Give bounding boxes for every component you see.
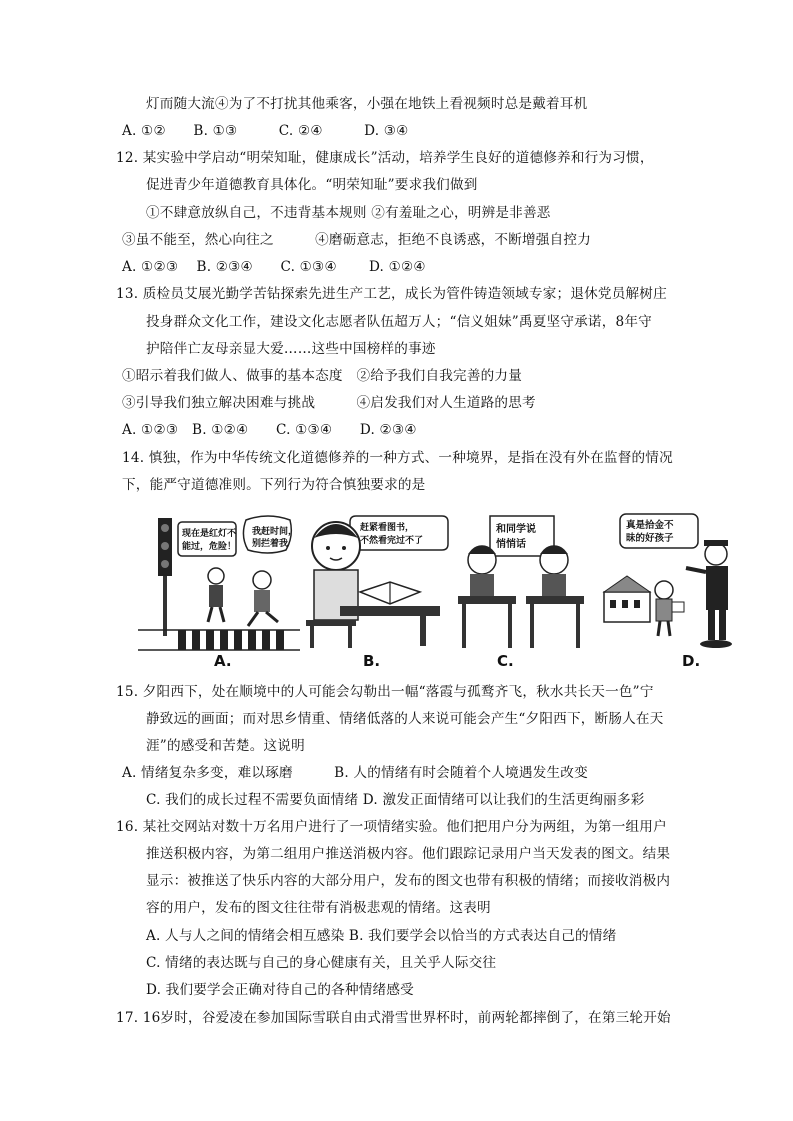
q13-stem-line1: 13. 质检员艾展光勤学苦钻探索先进生产工艺，成长为管件铸造领域专家；退休党员解树庄: [116, 286, 667, 302]
q13-stem-line2: 投身群众文化工作，建设文化志愿者队伍超万人；“信义姐妹”禹夏坚守承诺，8年守: [146, 314, 652, 330]
picture-a-bubble2-line1: 我赶时间，: [252, 527, 298, 537]
q16-stem-line2: 推送积极内容，为第二组用户推送消极内容。他们跟踪记录用户当天发表的图文。结果: [146, 846, 671, 862]
q12-item-line2: ③虽不能至，然心向往之 ④磨砺意志，拒绝不良诱惑，不断增强自控力: [122, 232, 591, 248]
q12-stem-line1: 12. 某实验中学启动“明荣知耻，健康成长”活动，培养学生良好的道德修养和行为习惯，: [116, 150, 654, 166]
q15-options-cd: C. 我们的成长过程不需要负面情绪 D. 激发正面情绪可以让我们的生活更绚丽多彩: [146, 792, 645, 808]
picture-d: [600, 510, 750, 660]
q12-options: A. ①②③ B. ②③④ C. ①③④ D. ①②④: [122, 259, 426, 275]
q11-continuation: 灯而随大流④为了不打扰其他乘客，小强在地铁上看视频时总是戴着耳机: [146, 96, 588, 112]
q14-stem-line2: 下，能严守道德准则。下列行为符合慎独要求的是: [122, 477, 426, 493]
picture-a-bubble1-line2: 能过，危险！: [182, 542, 237, 552]
picture-a-caption: A.: [214, 652, 232, 670]
q15-stem-line2: 静致远的画面；而对思乡情重、情绪低落的人来说可能会产生“夕阳西下，断肠人在天: [146, 711, 664, 727]
q16-option-c: C. 情绪的表达既与自己的身心健康有关，且关乎人际交往: [146, 955, 497, 971]
q13-item-line1: ①昭示着我们做人、做事的基本态度 ②给予我们自我完善的力量: [122, 368, 523, 384]
q16-stem-line3: 显示：被推送了快乐内容的大部分用户，发布的图文也带有积极的情绪；而接收消极内: [146, 873, 671, 889]
picture-b-caption: B.: [363, 652, 381, 670]
q12-item-line1: ①不肆意放纵自己，不违背基本规则 ②有羞耻之心，明辨是非善恶: [146, 205, 551, 221]
q15-stem-line3: 涯”的感受和苦楚。这说明: [146, 738, 305, 754]
picture-a-bubble2-line2: 别拦着我: [252, 539, 289, 549]
picture-d-bubble-line1: 真是拾金不: [626, 520, 674, 531]
q14-stem-line1: 14. 慎独，作为中华传统文化道德修养的一种方式、一种境界，是指在没有外在监督的情况: [122, 450, 673, 466]
picture-d-caption: D.: [682, 652, 701, 670]
q15-stem-line1: 15. 夕阳西下，处在顺境中的人可能会勾勒出一幅“落霞与孤鹜齐飞，秋水共长天一色”宁: [116, 684, 654, 700]
picture-a-bubble1-line1: 现在是红灯不: [182, 529, 237, 539]
picture-c-bubble-line1: 和同学说: [496, 524, 536, 535]
q13-stem-line3: 护陪伴亡友母亲显大爱……这些中国榜样的事迹: [146, 341, 436, 357]
q13-item-line2: ③引导我们独立解决困难与挑战 ④启发我们对人生道路的思考: [122, 395, 536, 411]
picture-b-bubble-line1: 赶紧看图书，: [360, 523, 415, 533]
picture-c-caption: C.: [497, 652, 514, 670]
q16-option-d: D. 我们要学会正确对待自己的各种情绪感受: [146, 982, 414, 998]
q15-options-ab: A. 情绪复杂多变，难以琢磨 B. 人的情绪有时会随着个人境遇发生改变: [122, 765, 588, 781]
picture-a: [138, 510, 300, 660]
q16-options-ab: A. 人与人之间的情绪会相互感染 B. 我们要学会以恰当的方式表达自己的情绪: [146, 928, 617, 944]
q16-stem-line1: 16. 某社交网站对数十万名用户进行了一项情绪实验。他们把用户分为两组，为第一组用户: [116, 819, 667, 835]
picture-c: [456, 510, 588, 660]
picture-d-bubble-line2: 昧的好孩子: [626, 533, 674, 544]
q16-stem-line4: 容的用户，发布的图文往往带有消极悲观的情绪。这表明: [146, 900, 491, 916]
q12-stem-line2: 促进青少年道德教育具体化。“明荣知耻”要求我们做到: [146, 177, 478, 193]
picture-c-bubble-line2: 悄悄话: [496, 539, 526, 550]
picture-b: [300, 510, 450, 660]
picture-b-bubble-line2: 不然看完过不了: [360, 536, 424, 546]
q13-options: A. ①②③ B. ①②④ C. ①③④ D. ②③④: [122, 422, 417, 438]
q11-options: A. ①② B. ①③ C. ②④ D. ③④: [122, 123, 409, 139]
q17-stem-line1: 17. 16岁时，谷爱凌在参加国际雪联自由式滑雪世界杯时，前两轮都摔倒了，在第三轮开始: [116, 1010, 671, 1026]
